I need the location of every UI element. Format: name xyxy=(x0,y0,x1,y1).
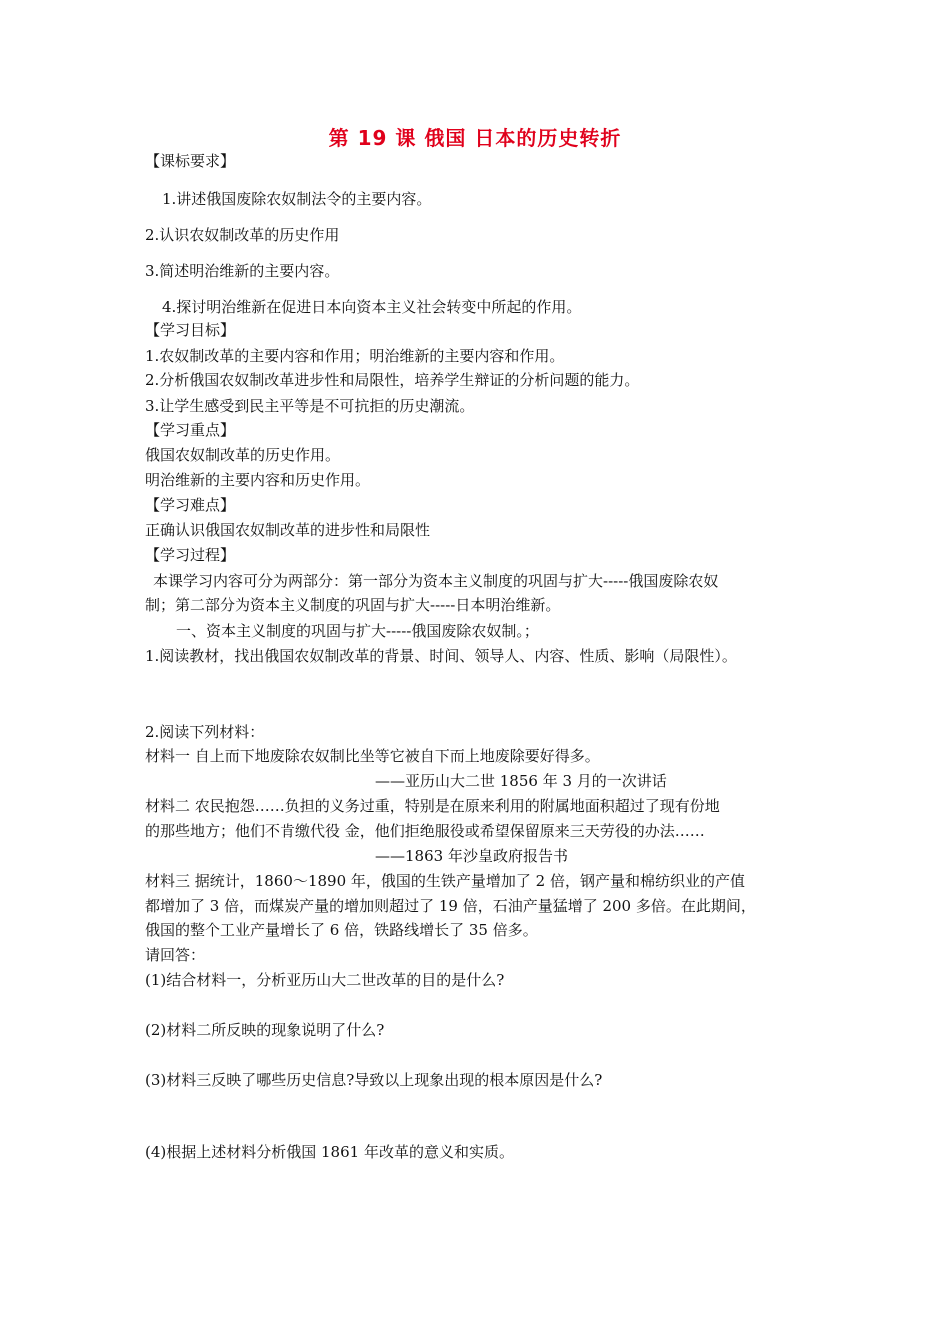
standards-item: 2.认识农奴制改革的历史作用 xyxy=(145,226,340,244)
goals-heading: 【学习目标】 xyxy=(145,321,236,339)
process-paragraph: 制；第二部分为资本主义制度的巩固与扩大-----日本明治维新。 xyxy=(145,596,561,614)
materials-intro: 2.阅读下列材料： xyxy=(145,723,265,741)
material-text: 材料三 据统计，1860～1890 年，俄国的生铁产量增加了 2 倍，钢产量和棉纺织业的产值 xyxy=(145,872,745,890)
goals-item: 2.分析俄国农奴制改革进步性和局限性，培养学生辩证的分析问题的能力。 xyxy=(145,371,640,389)
goals-item: 1.农奴制改革的主要内容和作用；明治维新的主要内容和作用。 xyxy=(145,347,565,365)
material-text: 的那些地方；他们不肯缴代役 金，他们拒绝服役或希望保留原来三天劳役的办法…… xyxy=(145,822,705,840)
material-source: ——1863 年沙皇政府报告书 xyxy=(375,847,568,865)
difficulty-item: 正确认识俄国农奴制改革的进步性和局限性 xyxy=(145,521,431,539)
focus-item: 俄国农奴制改革的历史作用。 xyxy=(145,446,341,464)
question-item: (3)材料三反映了哪些历史信息?导致以上现象出现的根本原因是什么? xyxy=(145,1071,603,1089)
focus-item: 明治维新的主要内容和历史作用。 xyxy=(145,471,371,489)
standards-item: 4.探讨明治维新在促进日本向资本主义社会转变中所起的作用。 xyxy=(162,298,582,316)
goals-item: 3.让学生感受到民主平等是不可抗拒的历史潮流。 xyxy=(145,397,475,415)
question-item: (1)结合材料一，分析亚历山大二世改革的目的是什么? xyxy=(145,971,505,989)
material-source: ——亚历山大二世 1856 年 3 月的一次讲话 xyxy=(375,772,667,790)
process-paragraph: 本课学习内容可分为两部分：第一部分为资本主义制度的巩固与扩大-----俄国废除农奴 xyxy=(153,572,719,590)
standards-item: 3.简述明治维新的主要内容。 xyxy=(145,262,340,280)
material-text: 材料二 农民抱怨……负担的义务过重，特别是在原来利用的附属地面积超过了现有份地 xyxy=(145,797,720,815)
material-text: 俄国的整个工业产量增长了 6 倍，铁路线增长了 35 倍多。 xyxy=(145,921,538,939)
process-paragraph: 一、资本主义制度的巩固与扩大-----俄国废除农奴制。； xyxy=(176,622,539,640)
questions-intro: 请回答： xyxy=(145,946,206,964)
process-heading: 【学习过程】 xyxy=(145,546,236,564)
standards-heading: 【课标要求】 xyxy=(145,152,236,170)
difficulty-heading: 【学习难点】 xyxy=(145,496,236,514)
material-text: 材料一 自上而下地废除农奴制比坐等它被自下而上地废除要好得多。 xyxy=(145,747,600,765)
standards-item: 1.讲述俄国废除农奴制法令的主要内容。 xyxy=(162,190,432,208)
page-title: 第 19 课 俄国 日本的历史转折 xyxy=(328,126,622,150)
question-item: (2)材料二所反映的现象说明了什么? xyxy=(145,1021,385,1039)
material-text: 都增加了 3 倍，而煤炭产量的增加则超过了 19 倍，石油产量猛增了 200 多倍。在此期间， xyxy=(145,897,756,915)
focus-heading: 【学习重点】 xyxy=(145,421,236,439)
process-paragraph: 1.阅读教材，找出俄国农奴制改革的背景、时间、领导人、内容、性质、影响（局限性）。 xyxy=(145,647,737,665)
question-item: (4)根据上述材料分析俄国 1861 年改革的意义和实质。 xyxy=(145,1143,514,1161)
